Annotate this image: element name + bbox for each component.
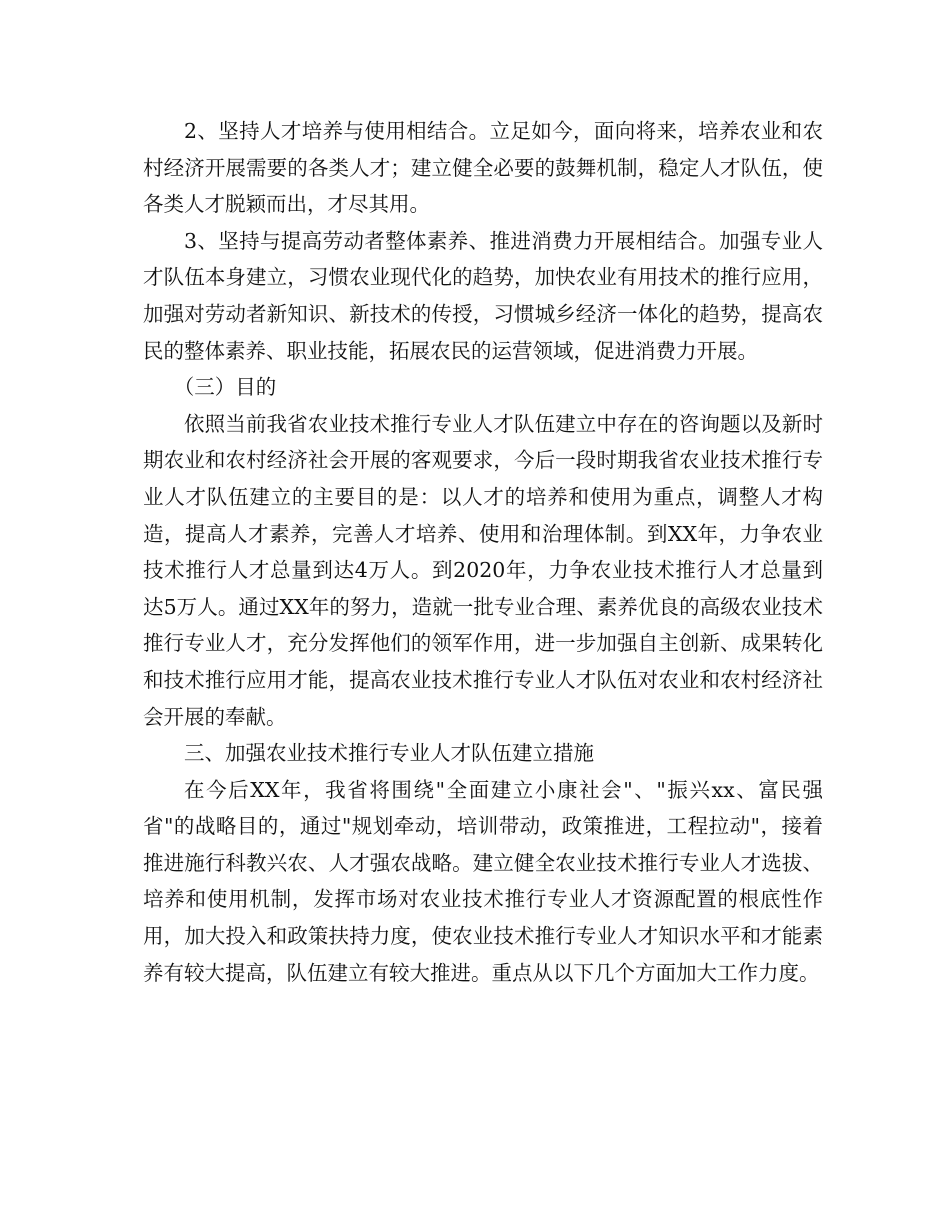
document-body xyxy=(143,113,823,991)
paragraph-talent-training: 2、坚持人才培养与使用相结合。立足如今，面向将来，培养农业和农村经济开展需要的各类人才；建立健全必要的鼓舞机制，稳定人才队伍，使各类人才脱颖而出，才尽其用。 xyxy=(143,119,823,217)
paragraph-labor-quality: 3、坚持与提高劳动者整体素养、推进消费力开展相结合。加强专业人才队伍本身建立，习惯农业现代化的趋势，加快农业有用技术的推行应用，加强对劳动者新知识、新技术的传授，习惯城乡经济一体化的趋势，提高农民的整体素养、职业技能，拓展农民的运营领域，促进消费力开展。 xyxy=(143,228,823,363)
paragraph-goals: 依照当前我省农业技术推行专业人才队伍建立中存在的咨询题以及新时期农业和农村经济社会开展的客观要求，今后一段时期我省农业技术推行专业人才队伍建立的主要目的是：以人才的培养和使用为重点，调整人才构造，提高人才素养，完善人才培养、使用和治理体制。到XX年，力争农业技术推行人才总量到达4万人。到2020年，力争农业技术推行人才总量到达5万人。通过XX年的努力，造就一批专业合理、素养优良的高级农业技术推行专业人才，充分发挥他们的领军作用，进一步加强自主创新、成果转化和技术推行应用才能，提高农业技术推行专业人才队伍对农业和农村经济社会开展的奉献。 xyxy=(143,411,823,729)
section-heading-goals: （三）目的 xyxy=(173,375,277,400)
paragraph-measures: 在今后XX年，我省将围绕"全面建立小康社会"、"振兴xx、富民强省"的战略目的，通过"规划牵动，培训带动，政策推进，工程拉动"，接着推进施行科教兴农、人才强农战略。建立健全农业技术推行专业人才选拔、培养和使用机制，发挥市场对农业技术推行专业人才资源配置的根底性作用，加大投入和政策扶持力度，使农业技术推行专业人才知识水平和才能素养有较大提高，队伍建立有较大推进。重点从以下几个方面加大工作力度。 xyxy=(143,777,823,985)
section-heading-measures: 三、加强农业技术推行专业人才队伍建立措施 xyxy=(184,741,594,766)
